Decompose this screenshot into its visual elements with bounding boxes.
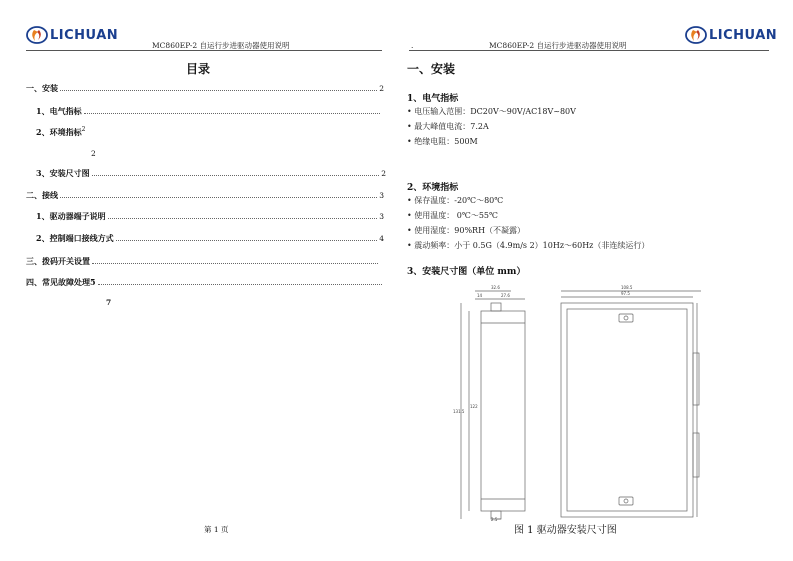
dim-label: 32.6 xyxy=(491,285,500,290)
dim-label: 14 xyxy=(477,293,483,298)
toc-entry-label: 2、控制端口接线方式 xyxy=(36,233,114,243)
front-view-body xyxy=(561,303,693,517)
terminal-block-bottom xyxy=(693,433,699,477)
toc-leader xyxy=(60,84,377,91)
spec-item: • 使用温度： 0℃～55℃ xyxy=(407,211,498,220)
electrical-heading: 1、电气指标 xyxy=(407,94,459,104)
toc-leader xyxy=(60,191,377,198)
toc-entry[interactable] xyxy=(26,277,384,288)
toc-entry-label: 三、拨码开关设置 xyxy=(26,256,90,266)
toc-entry[interactable] xyxy=(36,168,386,179)
left-page xyxy=(0,0,396,561)
toc-entry-label: 一、安装 xyxy=(26,83,58,93)
header-rule xyxy=(409,50,769,51)
toc-entry[interactable] xyxy=(26,83,384,94)
toc-entry[interactable] xyxy=(36,127,85,138)
toc-entry[interactable] xyxy=(26,190,384,201)
toc-entry[interactable] xyxy=(26,256,380,267)
spec-item: • 保存温度：-20℃～80℃ xyxy=(407,196,504,205)
toc-entry-label: 四、常见故障处理5 xyxy=(26,277,96,287)
brand-logo xyxy=(685,26,777,44)
spec-item: • 使用湿度：90%RH（不凝露） xyxy=(407,226,526,235)
toc-leader xyxy=(92,257,378,264)
toc-entry-label: 二、接线 xyxy=(26,190,58,200)
toc-entry-page: 3 xyxy=(379,212,384,221)
toc-entry[interactable] xyxy=(36,211,384,222)
header-dot: . xyxy=(411,41,414,50)
toc-entry-page: 2 xyxy=(81,126,86,133)
brand-logo xyxy=(26,26,118,44)
dim-label: 122 xyxy=(470,404,478,409)
mount-hole-top xyxy=(619,314,633,322)
brand-name: LICHUAN xyxy=(709,27,778,43)
toc-leader xyxy=(108,212,378,219)
dim-label: 27.6 xyxy=(501,293,510,298)
toc-entry-page: 3 xyxy=(379,191,384,200)
toc-entry-label: 3、安装尺寸图 xyxy=(36,168,90,178)
header-title: MC860EP-2 自运行步进驱动器使用说明 xyxy=(152,41,290,50)
dim-label: 131.5 xyxy=(453,409,465,414)
toc-entry-page: 4 xyxy=(379,234,384,243)
toc-leader xyxy=(84,107,380,114)
toc-stray-page-number: 2 xyxy=(91,149,96,158)
page-footer: 第 1 页 xyxy=(204,525,229,534)
brand-logo-icon xyxy=(685,26,707,44)
header-title: MC860EP-2 自运行步进驱动器使用说明 xyxy=(489,41,627,50)
toc-entry-label: 1、驱动器端子说明 xyxy=(36,211,106,221)
toc-entry-label: 2、环境指标 xyxy=(36,127,82,137)
environment-heading: 2、环境指标 xyxy=(407,183,459,193)
spec-item: • 绝缘电阻：500M xyxy=(407,137,478,146)
right-page xyxy=(397,0,793,561)
toc-stray-page-number: 7 xyxy=(106,298,112,307)
spec-item: • 震动频率：小于 0.5G（4.9m/s 2）10Hz～60Hz（非连续运行） xyxy=(407,241,650,250)
toc-entry-page: 2 xyxy=(381,169,386,178)
mount-hole-bottom xyxy=(619,497,633,505)
dim-label: 97.5 xyxy=(621,291,630,296)
front-view-panel xyxy=(567,309,687,511)
dim-label: 108.5 xyxy=(621,285,633,290)
toc-title: 目录 xyxy=(185,62,210,76)
section-title: 一、安装 xyxy=(407,62,456,76)
brand-name: LICHUAN xyxy=(50,27,119,43)
toc-leader xyxy=(116,234,378,241)
toc-leader xyxy=(98,278,382,285)
toc-leader xyxy=(92,169,380,176)
spec-item: • 最大峰值电流：7.2A xyxy=(407,122,489,131)
dimension-drawing xyxy=(451,283,751,521)
toc-entry-page: 2 xyxy=(379,84,384,93)
dim-label: 2.5 xyxy=(491,517,498,521)
brand-logo-icon xyxy=(26,26,48,44)
toc-entry[interactable] xyxy=(36,233,384,244)
dimension-heading: 3、安装尺寸图（单位 mm） xyxy=(407,267,526,277)
figure-caption: 图 1 驱动器安装尺寸图 xyxy=(514,525,617,536)
terminal-block-top xyxy=(693,353,699,405)
side-view-body xyxy=(481,311,525,511)
toc-entry[interactable] xyxy=(36,106,382,117)
header-rule xyxy=(26,50,382,51)
spec-item: • 电压输入范围：DC20V～90V/AC18V~80V xyxy=(407,107,576,116)
toc-entry-label: 1、电气指标 xyxy=(36,106,82,116)
side-view-flange-top xyxy=(491,303,501,311)
